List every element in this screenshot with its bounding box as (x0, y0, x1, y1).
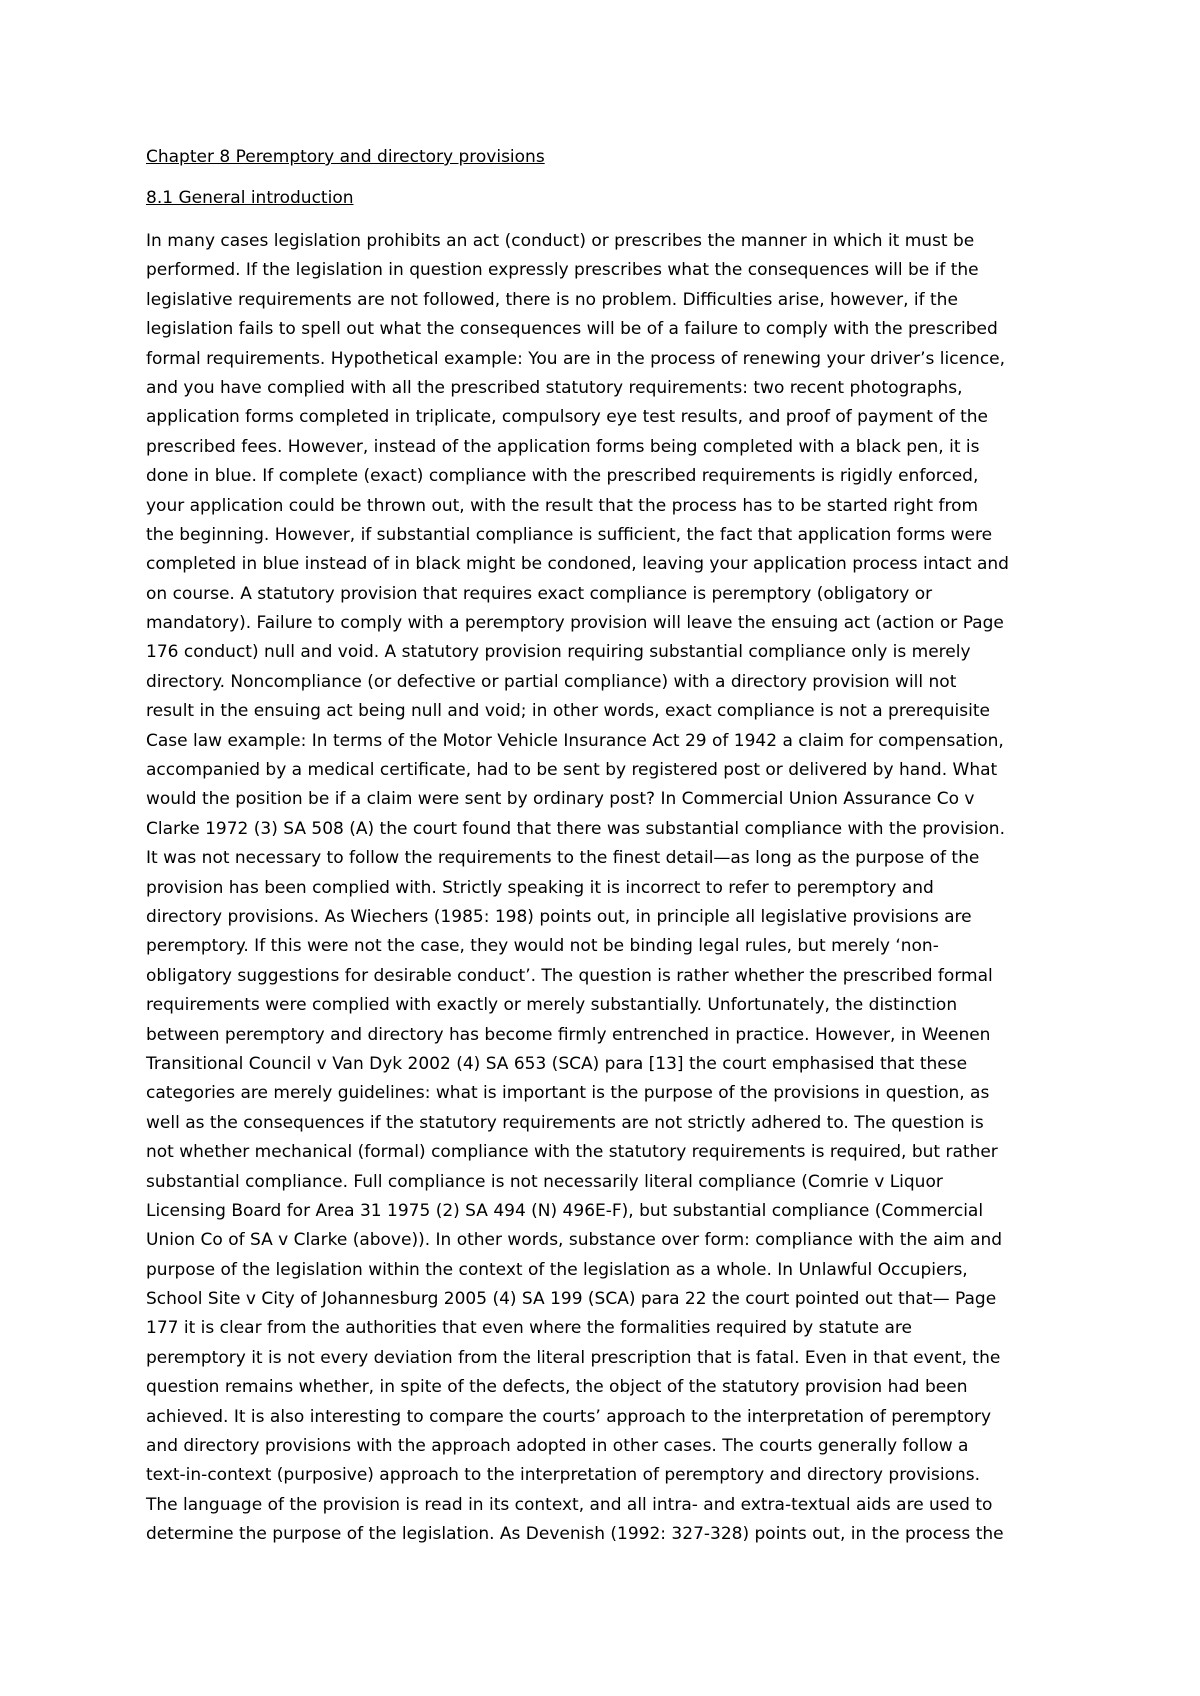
body-line: categories are merely guidelines: what is important is the purpose of the provisions in question, as (146, 1083, 990, 1104)
body-line: obligatory suggestions for desirable conduct’. The question is rather whether the prescribed formal (146, 965, 993, 986)
body-line: mandatory). Failure to comply with a peremptory provision will leave the ensuing act (action or Page (146, 613, 1004, 634)
body-line: between peremptory and directory has become firmly entrenched in practice. However, in Weenen (146, 1024, 991, 1045)
body-line: Licensing Board for Area 31 1975 (2) SA 494 (N) 496E-F), but substantial compliance (Commercial (146, 1200, 984, 1221)
body-line: Union Co of SA v Clarke (above)). In other words, substance over form: compliance with the aim and (146, 1230, 1003, 1251)
body-line: accompanied by a medical certificate, had to be sent by registered post or delivered by hand. What (146, 760, 998, 781)
body-line: purpose of the legislation within the context of the legislation as a whole. In Unlawful Occupiers, (146, 1259, 968, 1280)
body-line: It was not necessary to follow the requirements to the finest detail—as long as the purpose of the (146, 848, 980, 869)
body-line: School Site v City of Johannesburg 2005 (4) SA 199 (SCA) para 22 the court pointed out that— Page (146, 1289, 997, 1310)
body-paragraph (146, 227, 1066, 1550)
body-line: provision has been complied with. Strictly speaking it is incorrect to refer to peremptory and (146, 877, 934, 898)
body-line: 177 it is clear from the authorities that even where the formalities required by statute are (146, 1318, 912, 1339)
body-line: text-in-context (purposive) approach to the interpretation of peremptory and directory provisions. (146, 1465, 981, 1486)
body-line: not whether mechanical (formal) compliance with the statutory requirements is required, but rather (146, 1142, 998, 1163)
body-line: Case law example: In terms of the Motor Vehicle Insurance Act 29 of 1942 a claim for compensation, (146, 730, 1004, 751)
section-heading: 8.1 General introduction (146, 188, 354, 208)
body-line: legislative requirements are not followed, there is no problem. Difficulties arise, however, if the (146, 289, 958, 310)
body-line: directory. Noncompliance (or defective or partial compliance) with a directory provision will not (146, 671, 957, 692)
body-line: your application could be thrown out, with the result that the process has to be started right from (146, 495, 979, 516)
body-line: requirements were complied with exactly or merely substantially. Unfortunately, the distinction (146, 995, 958, 1016)
body-line: legislation fails to spell out what the consequences will be of a failure to comply with the prescribed (146, 319, 998, 340)
document-content (146, 146, 1066, 1550)
body-line: The language of the provision is read in its context, and all intra- and extra-textual aids are used to (146, 1494, 993, 1515)
body-line: substantial compliance. Full compliance is not necessarily literal compliance (Comrie v Liquor (146, 1171, 943, 1192)
body-line: and directory provisions with the approach adopted in other cases. The courts generally follow a (146, 1436, 969, 1457)
body-line: completed in blue instead of in black might be condoned, leaving your application process intact and (146, 554, 1009, 575)
body-line: performed. If the legislation in question expressly prescribes what the consequences will be if the (146, 260, 979, 281)
body-line: and you have complied with all the prescribed statutory requirements: two recent photographs, (146, 377, 963, 398)
body-line: Clarke 1972 (3) SA 508 (A) the court found that there was substantial compliance with the provision. (146, 818, 1005, 839)
body-line: done in blue. If complete (exact) compliance with the prescribed requirements is rigidly enforced, (146, 466, 979, 487)
body-line: the beginning. However, if substantial compliance is sufficient, the fact that application forms were (146, 524, 993, 545)
body-line: peremptory it is not every deviation from the literal prescription that is fatal. Even in that event, the (146, 1347, 1001, 1368)
body-line: 176 conduct) null and void. A statutory provision requiring substantial compliance only is merely (146, 642, 971, 663)
body-line: Transitional Council v Van Dyk 2002 (4) SA 653 (SCA) para [13] the court emphasised that these (146, 1053, 968, 1074)
body-line: achieved. It is also interesting to compare the courts’ approach to the interpretation of peremptory (146, 1406, 992, 1427)
body-line: determine the purpose of the legislation. As Devenish (1992: 327-328) points out, in the process the (146, 1524, 1004, 1545)
body-line: directory provisions. As Wiechers (1985: 198) points out, in principle all legislative provisions are (146, 906, 972, 927)
body-line: application forms completed in triplicate, compulsory eye test results, and proof of payment of the (146, 407, 988, 428)
body-line: prescribed fees. However, instead of the application forms being completed with a black pen, it is (146, 436, 980, 457)
body-line: well as the consequences if the statutory requirements are not strictly adhered to. The question is (146, 1112, 984, 1133)
body-line: peremptory. If this were not the case, they would not be binding legal rules, but merely ‘non- (146, 936, 939, 957)
body-line: would the position be if a claim were sent by ordinary post? In Commercial Union Assurance Co v (146, 789, 975, 810)
body-line: result in the ensuing act being null and void; in other words, exact compliance is not a prerequisite (146, 701, 990, 722)
body-line: on course. A statutory provision that requires exact compliance is peremptory (obligatory or (146, 583, 933, 604)
chapter-heading: Chapter 8 Peremptory and directory provisions (146, 147, 545, 167)
body-line: In many cases legislation prohibits an act (conduct) or prescribes the manner in which it must be (146, 231, 975, 251)
body-line: question remains whether, in spite of the defects, the object of the statutory provision had been (146, 1377, 968, 1398)
body-line: formal requirements. Hypothetical example: You are in the process of renewing your driver’s licence, (146, 348, 1006, 369)
